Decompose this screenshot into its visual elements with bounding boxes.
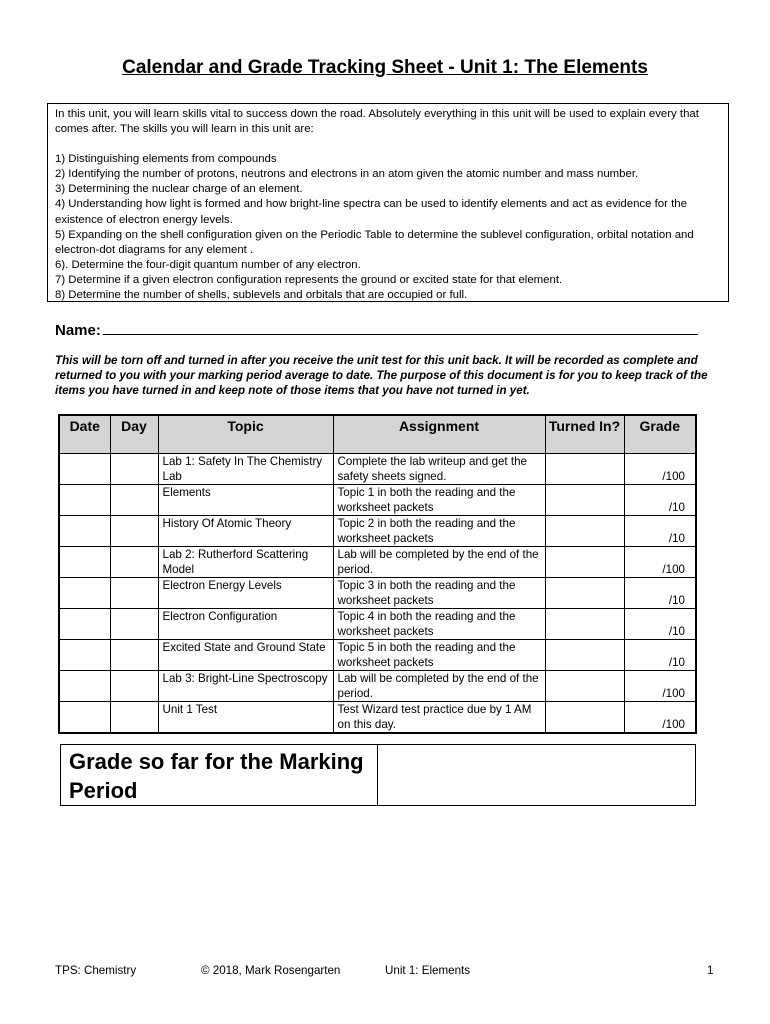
footer-page-number: 1 xyxy=(707,964,714,977)
topic-cell: History Of Atomic Theory xyxy=(158,516,333,547)
grade-cell: /10 xyxy=(624,578,696,609)
table-row xyxy=(59,485,696,516)
topic-cell: Lab 2: Rutherford Scattering Model xyxy=(158,547,333,578)
date-cell[interactable] xyxy=(59,671,110,702)
table-row xyxy=(59,671,696,702)
turned-in-cell[interactable] xyxy=(545,454,624,485)
assignment-cell: Topic 2 in both the reading and the worksheet packets xyxy=(333,516,545,547)
topic-cell: Elements xyxy=(158,485,333,516)
name-blank-line[interactable] xyxy=(103,320,698,335)
assignment-cell: Topic 4 in both the reading and the worksheet packets xyxy=(333,609,545,640)
marking-period-grade-box xyxy=(60,744,696,806)
skill-item: 6). Determine the four-digit quantum number of any electron. xyxy=(55,258,361,271)
skill-item: 2) Identifying the number of protons, neutrons and electrons in an atom given the atomic number and mass number. xyxy=(55,168,639,181)
skill-item: 3) Determining the nuclear charge of an element. xyxy=(55,183,303,196)
column-header-assignment: Assignment xyxy=(333,415,545,454)
name-field xyxy=(55,320,698,339)
grade-cell: /100 xyxy=(624,454,696,485)
turned-in-cell[interactable] xyxy=(545,640,624,671)
unit-intro-box xyxy=(47,103,729,302)
table-row xyxy=(59,578,696,609)
turned-in-cell[interactable] xyxy=(545,547,624,578)
assignment-cell: Test Wizard test practice due by 1 AM on this day. xyxy=(333,702,545,734)
date-cell[interactable] xyxy=(59,702,110,734)
table-row xyxy=(59,516,696,547)
topic-cell: Unit 1 Test xyxy=(158,702,333,734)
assignment-cell: Complete the lab writeup and get the safety sheets signed. xyxy=(333,454,545,485)
column-header-grade: Grade xyxy=(624,415,696,454)
grade-cell: /10 xyxy=(624,640,696,671)
grade-cell: /100 xyxy=(624,671,696,702)
column-header-day: Day xyxy=(110,415,158,454)
column-header-topic: Topic xyxy=(158,415,333,454)
footer-unit: Unit 1: Elements xyxy=(385,964,471,977)
skill-item: 5) Expanding on the shell configuration given on the Periodic Table to determine the sublevel configuration, orbital notation and electron-dot diagrams for any element . xyxy=(55,228,694,256)
topic-cell: Electron Energy Levels xyxy=(158,578,333,609)
footer-copyright: © 2018, Mark Rosengarten xyxy=(201,964,341,977)
topic-cell: Lab 1: Safety In The Chemistry Lab xyxy=(158,454,333,485)
turned-in-cell[interactable] xyxy=(545,578,624,609)
turned-in-cell[interactable] xyxy=(545,516,624,547)
turned-in-cell[interactable] xyxy=(545,702,624,734)
table-row xyxy=(59,454,696,485)
grade-cell: /10 xyxy=(624,516,696,547)
turned-in-cell[interactable] xyxy=(545,485,624,516)
skill-item: 4) Understanding how light is formed and how bright-line spectra can be used to identify elements and act as evidence for the existence of electron energy levels. xyxy=(55,198,687,226)
turned-in-cell[interactable] xyxy=(545,671,624,702)
date-cell[interactable] xyxy=(59,609,110,640)
table-row xyxy=(59,640,696,671)
grade-tracking-table xyxy=(58,414,697,734)
skill-item: 1) Distinguishing elements from compounds xyxy=(55,153,277,166)
intro-lead: In this unit, you will learn skills vital to success down the road. Absolutely everything in this unit will be used to explain every that comes after. The skills you will learn in this unit are: xyxy=(55,108,699,136)
marking-period-grade-label: Grade so far for the Marking Period xyxy=(61,745,378,805)
turned-in-cell[interactable] xyxy=(545,609,624,640)
grade-cell: /100 xyxy=(624,702,696,734)
column-header-turned-in: Turned In? xyxy=(545,415,624,454)
day-cell[interactable] xyxy=(110,485,158,516)
day-cell[interactable] xyxy=(110,516,158,547)
grade-cell: /10 xyxy=(624,609,696,640)
assignment-cell: Topic 1 in both the reading and the worksheet packets xyxy=(333,485,545,516)
column-header-date: Date xyxy=(59,415,110,454)
topic-cell: Lab 3: Bright-Line Spectroscopy xyxy=(158,671,333,702)
date-cell[interactable] xyxy=(59,485,110,516)
topic-cell: Electron Configuration xyxy=(158,609,333,640)
day-cell[interactable] xyxy=(110,547,158,578)
instructions-note: This will be torn off and turned in after you receive the unit test for this unit back. It will be recorded as complete and returned to you with your marking period average to date. The purpose of this document is for you to keep track of the items you have turned in and keep note of those items that you have not turned in yet. xyxy=(55,354,708,397)
table-row xyxy=(59,702,696,734)
date-cell[interactable] xyxy=(59,640,110,671)
assignment-cell: Topic 5 in both the reading and the worksheet packets xyxy=(333,640,545,671)
date-cell[interactable] xyxy=(59,578,110,609)
page-title: Calendar and Grade Tracking Sheet - Unit 1: The Elements xyxy=(122,57,648,78)
assignment-cell: Lab will be completed by the end of the period. xyxy=(333,671,545,702)
marking-period-grade-value[interactable] xyxy=(378,745,695,805)
footer-course: TPS: Chemistry xyxy=(55,964,137,977)
day-cell[interactable] xyxy=(110,609,158,640)
grade-cell: /10 xyxy=(624,485,696,516)
table-row xyxy=(59,609,696,640)
date-cell[interactable] xyxy=(59,454,110,485)
date-cell[interactable] xyxy=(59,547,110,578)
assignment-cell: Lab will be completed by the end of the period. xyxy=(333,547,545,578)
assignment-cell: Topic 3 in both the reading and the worksheet packets xyxy=(333,578,545,609)
name-label: Name: xyxy=(55,322,101,339)
day-cell[interactable] xyxy=(110,671,158,702)
skill-item: 7) Determine if a given electron configuration represents the ground or excited state for that element. xyxy=(55,273,563,286)
day-cell[interactable] xyxy=(110,640,158,671)
table-row xyxy=(59,547,696,578)
grade-cell: /100 xyxy=(624,547,696,578)
table-header-row xyxy=(59,415,696,454)
date-cell[interactable] xyxy=(59,516,110,547)
topic-cell: Excited State and Ground State xyxy=(158,640,333,671)
day-cell[interactable] xyxy=(110,578,158,609)
day-cell[interactable] xyxy=(110,454,158,485)
day-cell[interactable] xyxy=(110,702,158,734)
skill-item: 8) Determine the number of shells, sublevels and orbitals that are occupied or full. xyxy=(55,289,468,302)
